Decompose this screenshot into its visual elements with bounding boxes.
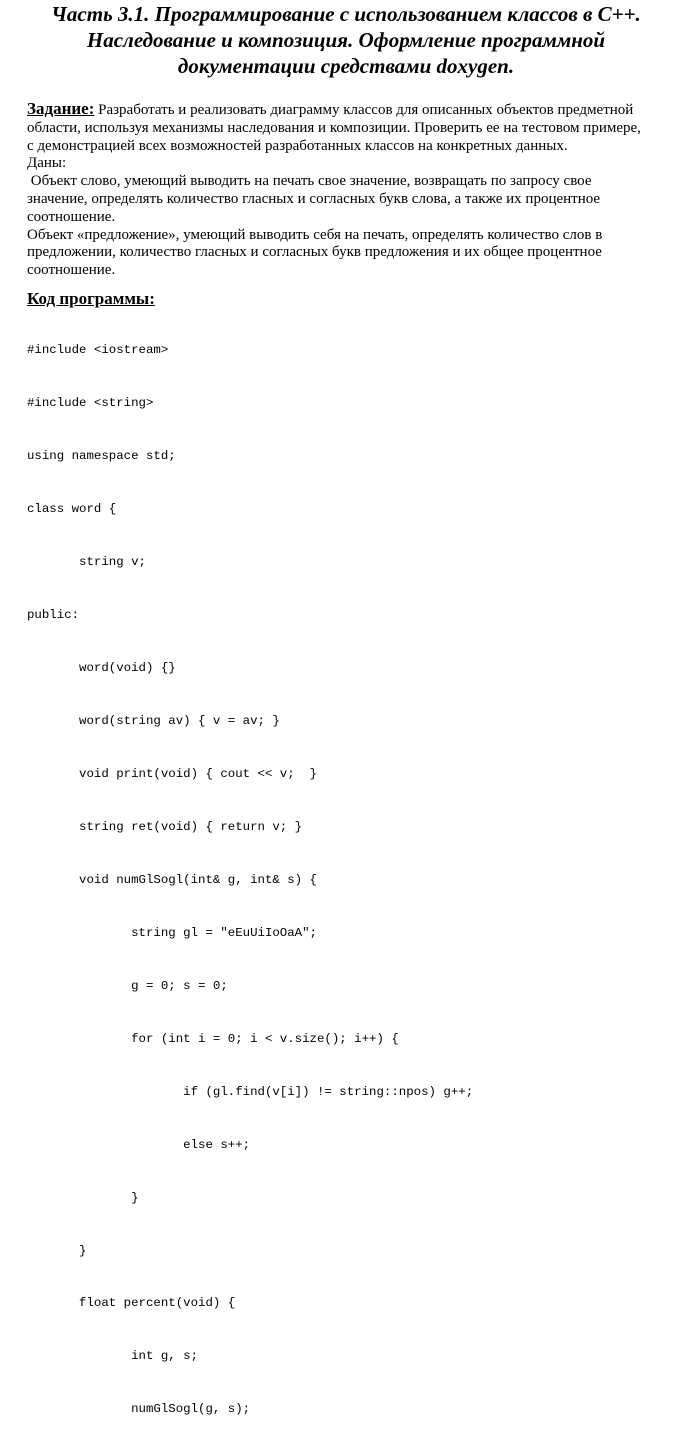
title-line-1: Часть 3.1. Программирование с использованием классов в С++.	[51, 2, 641, 26]
task-line: соотношение.	[27, 208, 116, 225]
code-line: public:	[27, 608, 80, 623]
code-line: int g, s;	[27, 1349, 199, 1364]
code-line: }	[27, 1243, 87, 1258]
task-description	[27, 100, 667, 280]
title-line-2: Наследование и композиция. Оформление программной	[86, 28, 606, 52]
code-listing	[27, 307, 473, 1454]
code-line: g = 0; s = 0;	[27, 978, 228, 993]
task-line-1	[27, 100, 667, 120]
task-line: предложении, количество гласных и согласных букв предложения и их общее процентное	[27, 244, 602, 261]
code-line: void numGlSogl(int& g, int& s) {	[27, 872, 317, 887]
code-line: word(void) {}	[27, 661, 176, 676]
code-line: #include <string>	[27, 396, 154, 411]
code-line: string ret(void) { return v; }	[27, 819, 303, 834]
task-line: Объект «предложение», умеющий выводить себя на печать, определять количество слов в	[27, 226, 603, 243]
task-line: области, используя механизмы наследования и композиции. Проверить ее на тестовом примере,	[27, 119, 641, 136]
code-line: using namespace std;	[27, 449, 176, 464]
task-line-1-text: Разработать и реализовать диаграмму классов для описанных объектов предметной	[94, 102, 634, 118]
code-line: string gl = "eEuUiIoOaA";	[27, 925, 317, 940]
code-line: word(string av) { v = av; }	[27, 713, 280, 728]
task-label: Задание:	[27, 99, 95, 118]
code-line: #include <iostream>	[27, 343, 169, 358]
code-line: string v;	[27, 555, 146, 570]
task-line: соотношение.	[27, 262, 116, 279]
code-line: }	[27, 1190, 139, 1205]
task-line: с демонстрацией всех возможностей разработанных классов на конкретных данных.	[27, 137, 568, 154]
code-line: numGlSogl(g, s);	[27, 1402, 251, 1417]
task-line: Объект слово, умеющий выводить на печать свое значение, возвращать по запросу свое	[27, 173, 592, 190]
title-line-3: документации средствами doxygen.	[177, 54, 515, 78]
task-line: значение, определять количество гласных и согласных букв слова, а также их процентное	[27, 190, 601, 207]
code-line: for (int i = 0; i < v.size(); i++) {	[27, 1031, 399, 1046]
task-line: Даны:	[27, 155, 67, 172]
document-title	[10, 1, 682, 79]
code-line: float percent(void) {	[27, 1296, 236, 1311]
code-line: class word {	[27, 502, 117, 517]
code-line: void print(void) { cout << v; }	[27, 766, 317, 781]
code-line: else s++;	[27, 1137, 251, 1152]
code-heading: Код программы:	[27, 289, 155, 308]
code-line: if (gl.find(v[i]) != string::npos) g++;	[27, 1084, 474, 1099]
